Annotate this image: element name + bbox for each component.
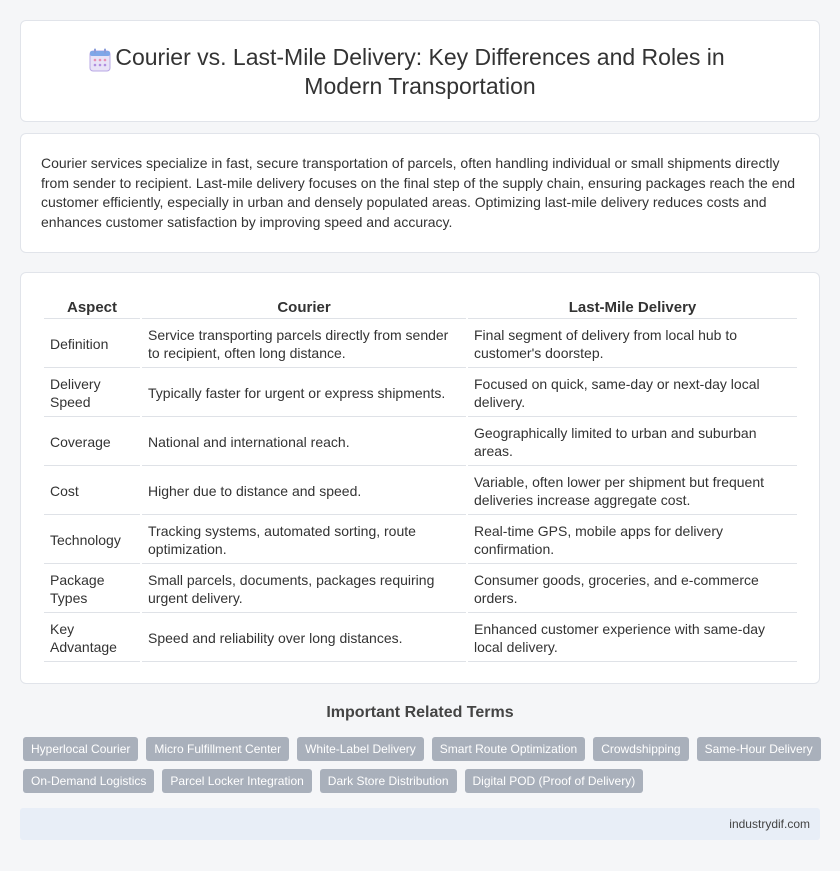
comparison-card — [20, 272, 820, 684]
intro-card — [20, 133, 820, 253]
cell-aspect: Package Types — [44, 566, 140, 613]
related-term-tag[interactable]: Digital POD (Proof of Delivery) — [465, 769, 644, 793]
table-row — [44, 517, 797, 564]
related-term-tag[interactable]: Crowdshipping — [593, 737, 688, 761]
table-row — [44, 615, 797, 662]
comparison-table — [42, 295, 799, 664]
cell-last-mile: Variable, often lower per shipment but frequent deliveries increase aggregate cost. — [468, 468, 797, 515]
related-term-tag[interactable]: Dark Store Distribution — [320, 769, 457, 793]
footer — [20, 808, 820, 840]
cell-last-mile: Focused on quick, same-day or next-day local delivery. — [468, 370, 797, 417]
related-term-tag[interactable]: Smart Route Optimization — [432, 737, 585, 761]
cell-courier: Typically faster for urgent or express shipments. — [142, 370, 466, 417]
table-row — [44, 468, 797, 515]
related-terms-title: Important Related Terms — [326, 704, 514, 721]
header-courier: Courier — [142, 297, 466, 319]
cell-aspect: Cost — [44, 468, 140, 515]
cell-aspect: Key Advantage — [44, 615, 140, 662]
cell-aspect: Technology — [44, 517, 140, 564]
related-term-tag[interactable]: Hyperlocal Courier — [23, 737, 138, 761]
header-last-mile: Last-Mile Delivery — [468, 297, 797, 319]
table-row — [44, 419, 797, 466]
cell-aspect: Coverage — [44, 419, 140, 466]
related-term-tag[interactable]: Same-Hour Delivery — [697, 737, 821, 761]
cell-last-mile: Enhanced customer experience with same-day local delivery. — [468, 615, 797, 662]
related-term-tag[interactable]: On-Demand Logistics — [23, 769, 154, 793]
cell-aspect: Definition — [44, 321, 140, 368]
related-terms-list — [23, 737, 823, 793]
cell-aspect: Delivery Speed — [44, 370, 140, 417]
related-term-tag[interactable]: Micro Fulfillment Center — [146, 737, 289, 761]
cell-courier: Service transporting parcels directly from sender to recipient, often long distance. — [142, 321, 466, 368]
related-term-tag[interactable]: Parcel Locker Integration — [162, 769, 311, 793]
cell-courier: Small parcels, documents, packages requiring urgent delivery. — [142, 566, 466, 613]
cell-courier: National and international reach. — [142, 419, 466, 466]
page-title: Courier vs. Last-Mile Delivery: Key Differences and Roles in Modern Transportation — [115, 44, 725, 99]
cell-courier: Speed and reliability over long distances. — [142, 615, 466, 662]
footer-site-name: industrydif.com — [729, 817, 810, 831]
table-row — [44, 321, 797, 368]
related-term-tag[interactable]: White-Label Delivery — [297, 737, 424, 761]
cell-last-mile: Real-time GPS, mobile apps for delivery confirmation. — [468, 517, 797, 564]
table-row — [44, 370, 797, 417]
cell-last-mile: Consumer goods, groceries, and e-commerce orders. — [468, 566, 797, 613]
cell-courier: Tracking systems, automated sorting, route optimization. — [142, 517, 466, 564]
table-row — [44, 566, 797, 613]
table-header-row — [44, 297, 797, 319]
intro-paragraph: Courier services specialize in fast, secure transportation of parcels, often handling individual or small shipments directly from sender to recipient. Last-mile delivery focuses on the final step of the supply chain, ensuring packages reach the end customer efficiently, especially in urban and densely populated areas. Optimizing last-mile delivery reduces costs and enhances customer satisfaction by improving speed and accuracy. — [41, 155, 796, 230]
cell-courier: Higher due to distance and speed. — [142, 468, 466, 515]
title-card — [20, 20, 820, 122]
header-aspect: Aspect — [44, 297, 140, 319]
cell-last-mile: Final segment of delivery from local hub to customer's doorstep. — [468, 321, 797, 368]
cell-last-mile: Geographically limited to urban and suburban areas. — [468, 419, 797, 466]
